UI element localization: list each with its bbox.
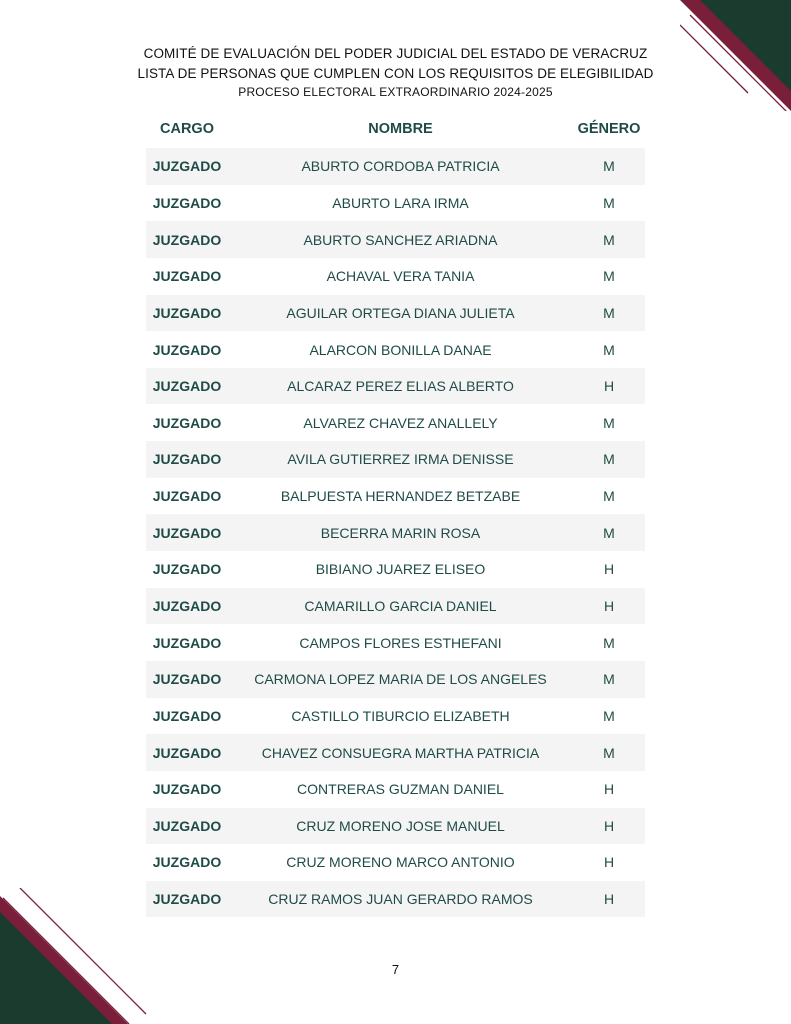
- cell-cargo: JUZGADO: [152, 781, 222, 798]
- table-row: [146, 734, 645, 771]
- cell-nombre: ABURTO LARA IRMA: [332, 194, 469, 211]
- table-row: [146, 844, 645, 881]
- cell-genero: H: [603, 854, 615, 871]
- cell-nombre: CARMONA LOPEZ MARIA DE LOS ANGELES: [254, 671, 547, 688]
- table-row: [146, 514, 645, 551]
- table-row: [146, 368, 645, 405]
- cell-genero: M: [603, 451, 615, 468]
- cell-genero: M: [603, 158, 615, 175]
- cell-nombre: AGUILAR ORTEGA DIANA JULIETA: [286, 304, 515, 321]
- cell-cargo: JUZGADO: [152, 817, 222, 834]
- cell-cargo: JUZGADO: [152, 231, 222, 248]
- cell-genero: M: [603, 707, 615, 724]
- cell-cargo: JUZGADO: [152, 598, 222, 614]
- cell-genero: M: [603, 524, 615, 541]
- cell-nombre: ABURTO SANCHEZ ARIADNA: [303, 231, 498, 248]
- table-body: [146, 148, 645, 917]
- cell-cargo: JUZGADO: [152, 854, 222, 871]
- cell-genero: H: [603, 891, 615, 908]
- cell-cargo: JUZGADO: [152, 451, 222, 468]
- cell-nombre: BECERRA MARIN ROSA: [320, 524, 481, 541]
- cell-genero: M: [603, 304, 615, 321]
- table-row: [146, 771, 645, 808]
- cell-genero: M: [603, 488, 615, 505]
- cell-nombre: ACHAVAL VERA TANIA: [326, 268, 475, 285]
- cell-cargo: JUZGADO: [152, 304, 222, 321]
- cell-genero: M: [603, 268, 615, 285]
- cell-cargo: JUZGADO: [152, 561, 222, 578]
- cell-genero: M: [603, 194, 615, 211]
- column-header-cargo: CARGO: [160, 121, 214, 137]
- cell-nombre: CAMARILLO GARCIA DANIEL: [304, 598, 497, 614]
- cell-cargo: JUZGADO: [152, 488, 222, 505]
- cell-genero: M: [603, 231, 615, 248]
- page-number: 7: [391, 962, 400, 977]
- corner-decoration-bottom-left: [0, 888, 150, 1024]
- table-row: [146, 441, 645, 478]
- column-header-genero: GÉNERO: [577, 121, 641, 137]
- table-row: [146, 221, 645, 258]
- cell-nombre: CRUZ MORENO JOSE MANUEL: [296, 817, 505, 834]
- table-header-row: [146, 110, 645, 148]
- table-row: [146, 588, 645, 625]
- cell-nombre: BALPUESTA HERNANDEZ BETZABE: [280, 488, 521, 505]
- table-row: [146, 661, 645, 698]
- cell-nombre: AVILA GUTIERREZ IRMA DENISSE: [287, 451, 514, 468]
- table-row: [146, 258, 645, 295]
- table-row: [146, 185, 645, 222]
- table-row: [146, 551, 645, 588]
- header-process-title: PROCESO ELECTORAL EXTRAORDINARIO 2024-2025: [238, 85, 553, 99]
- cell-cargo: JUZGADO: [152, 378, 222, 395]
- header-list-title: LISTA DE PERSONAS QUE CUMPLEN CON LOS REQUISITOS DE ELEGIBILIDAD: [137, 66, 654, 81]
- table-row: [146, 148, 645, 185]
- cell-genero: M: [603, 341, 615, 358]
- document-header: [0, 44, 791, 100]
- cell-cargo: JUZGADO: [152, 707, 222, 724]
- cell-genero: M: [603, 634, 615, 651]
- cell-cargo: JUZGADO: [152, 158, 222, 175]
- table-row: [146, 624, 645, 661]
- cell-genero: M: [603, 671, 615, 688]
- cell-cargo: JUZGADO: [152, 891, 222, 908]
- cell-nombre: CRUZ RAMOS JUAN GERARDO RAMOS: [268, 891, 533, 908]
- cell-cargo: JUZGADO: [152, 634, 222, 651]
- cell-nombre: CONTRERAS GUZMAN DANIEL: [297, 781, 504, 798]
- table-row: [146, 698, 645, 735]
- cell-nombre: ALARCON BONILLA DANAE: [309, 341, 492, 358]
- cell-cargo: JUZGADO: [152, 744, 222, 761]
- cell-cargo: JUZGADO: [152, 341, 222, 358]
- cell-genero: H: [603, 781, 615, 798]
- cell-cargo: JUZGADO: [152, 414, 222, 431]
- column-header-nombre: NOMBRE: [368, 121, 433, 137]
- cell-cargo: JUZGADO: [152, 194, 222, 211]
- table-row: [146, 808, 645, 845]
- table-row: [146, 295, 645, 332]
- cell-nombre: CASTILLO TIBURCIO ELIZABETH: [291, 707, 510, 724]
- cell-genero: H: [603, 598, 615, 614]
- cell-nombre: ALCARAZ PEREZ ELIAS ALBERTO: [287, 378, 514, 395]
- cell-nombre: ABURTO CORDOBA PATRICIA: [301, 158, 500, 175]
- table-row: [146, 881, 645, 918]
- cell-cargo: JUZGADO: [152, 268, 222, 285]
- cell-cargo: JUZGADO: [152, 524, 222, 541]
- cell-nombre: CRUZ MORENO MARCO ANTONIO: [286, 854, 515, 871]
- cell-nombre: ALVAREZ CHAVEZ ANALLELY: [303, 414, 498, 431]
- eligibility-table: [146, 110, 645, 917]
- cell-genero: M: [603, 744, 615, 761]
- table-row: [146, 478, 645, 515]
- cell-nombre: BIBIANO JUAREZ ELISEO: [315, 561, 486, 578]
- table-row: [146, 331, 645, 368]
- cell-genero: H: [603, 817, 615, 834]
- cell-nombre: CHAVEZ CONSUEGRA MARTHA PATRICIA: [261, 744, 540, 761]
- cell-cargo: JUZGADO: [152, 671, 222, 688]
- table-row: [146, 404, 645, 441]
- cell-genero: H: [603, 378, 615, 395]
- header-committee-title: COMITÉ DE EVALUACIÓN DEL PODER JUDICIAL DEL ESTADO DE VERACRUZ: [143, 46, 648, 61]
- cell-nombre: CAMPOS FLORES ESTHEFANI: [299, 634, 502, 651]
- cell-genero: H: [603, 561, 615, 578]
- cell-genero: M: [603, 414, 615, 431]
